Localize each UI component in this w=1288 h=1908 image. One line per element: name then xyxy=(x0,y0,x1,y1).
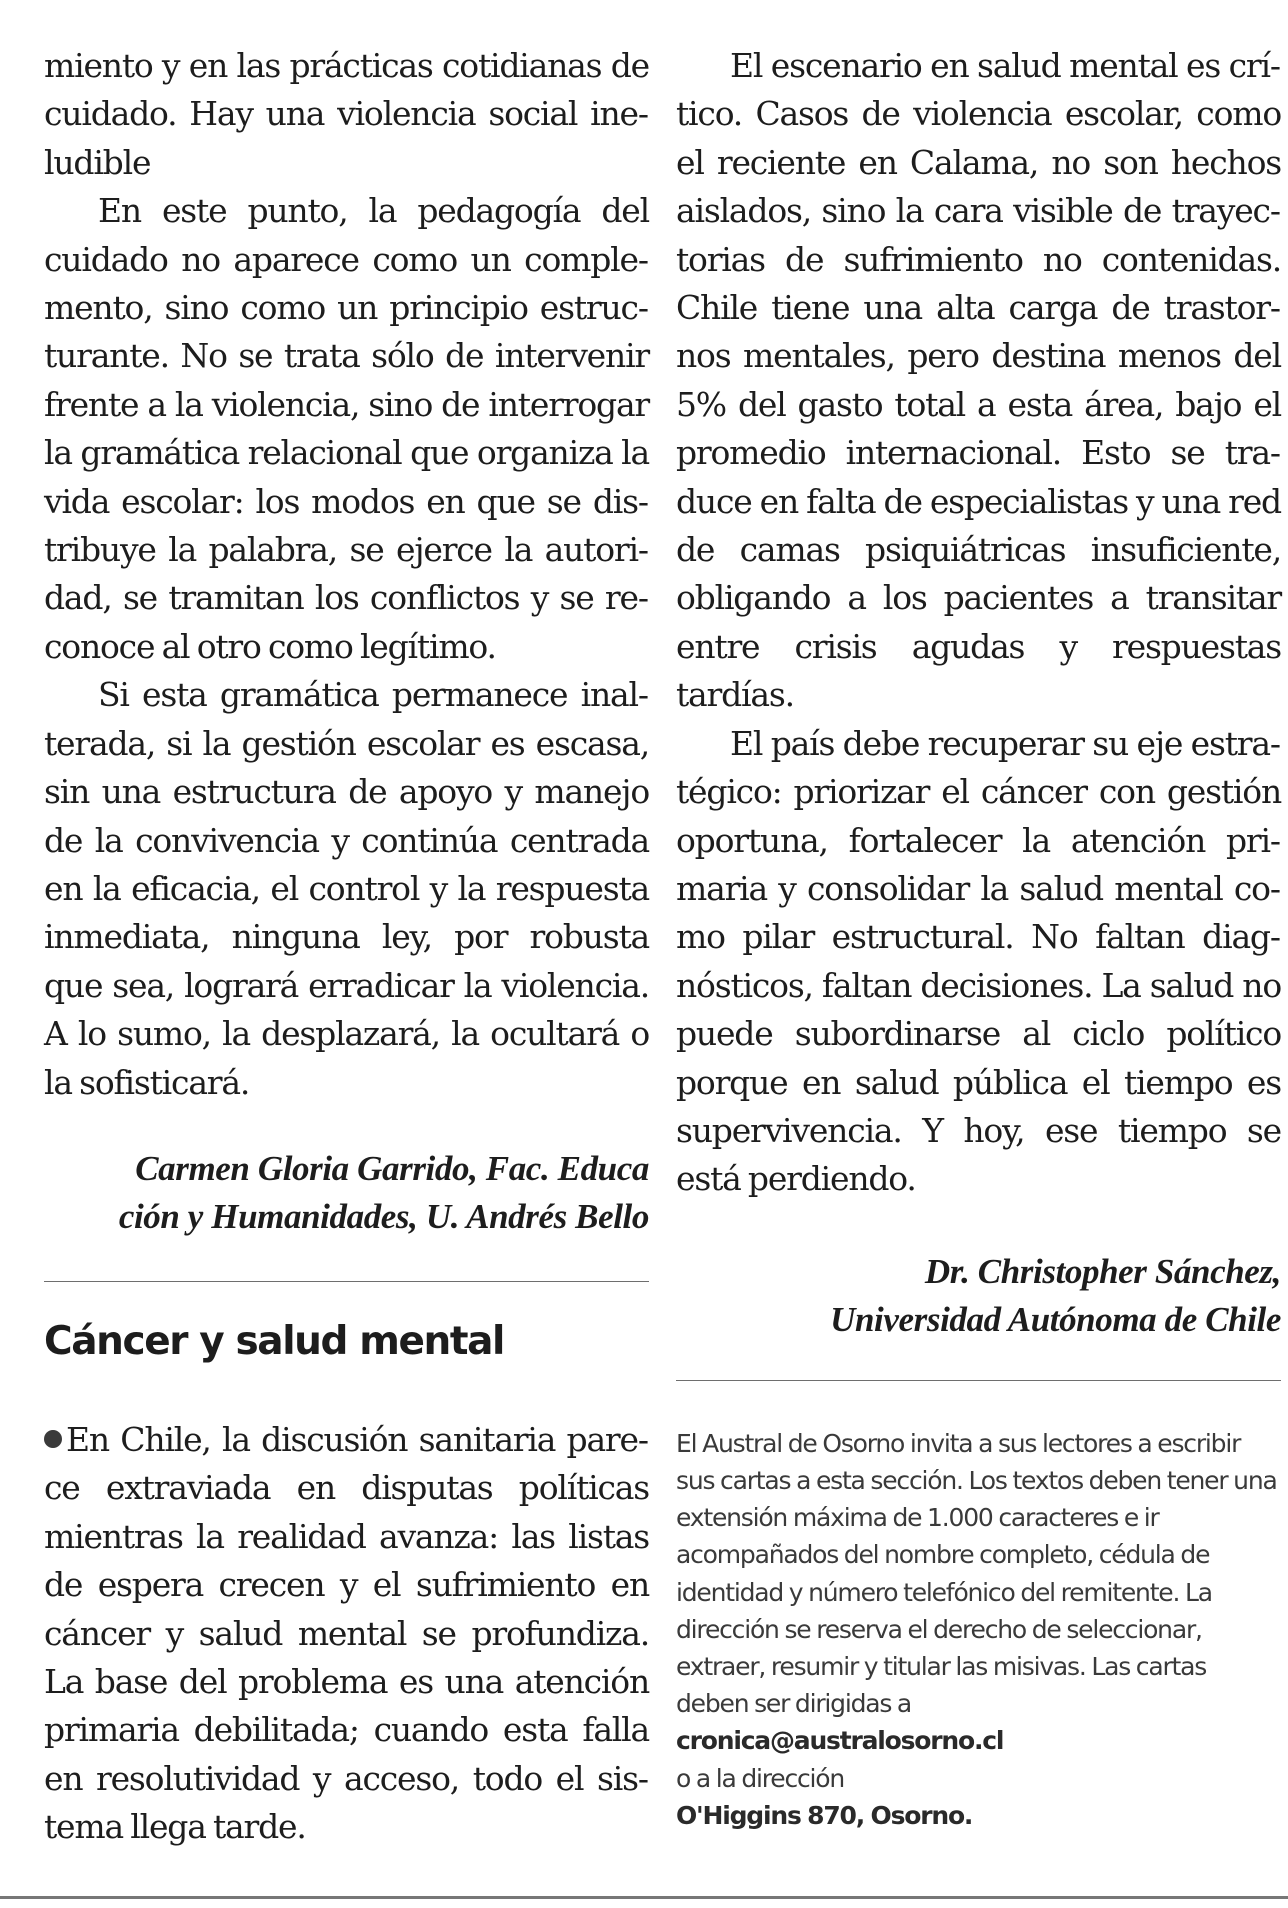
paragraph-grammar: Si esta gramática permanece inalterada, si la gestión escolar es escasa, sin una estructura de apoyo y manejo de la convivencia y continúa centrada en la eficacia, el control y la respuesta inmediata, ninguna ley, por robusta que sea, logrará erradicar la violencia. A lo sumo, la desplazará, la ocultará o la sofisticará. xyxy=(44,675,649,1102)
paragraph-strategy: El país debe recuperar su eje estratégico: priorizar el cáncer con gestión oportuna, fortalecer la atención primaria y consolidar la salud mental como pilar estructural. No faltan diagnósticos, faltan decisiones. La salud no puede subordinarse al ciclo político porque en salud pública el tiempo es supervivencia. Y hoy, ese tiempo se está perdiendo. xyxy=(676,723,1281,1199)
paragraph-pedagogy: En este punto, la pedagogía del cuidado no aparece como un complemento, sino como un principio estructurante. No se trata sólo de intervenir frente a la violencia, sino de interrogar la gramática relacional que organiza la vida escolar: los modos en que se distribuye la palabra, se ejerce la autoridad, se tramitan los conflictos y se reconoce al otro como legítimo. xyxy=(44,191,649,666)
notice-email-link[interactable]: cronica@australosorno.cl xyxy=(676,1726,1004,1756)
signature-sanchez-line1: Dr. Christopher Sánchez, xyxy=(924,1251,1281,1291)
letter-paragraph-text: En Chile, la discusión sanitaria parece extraviada en disputas políticas mientras la realidad avanza: las listas de espera crecen y el sufrimiento en cáncer y salud mental se profundiza. La base del problema es una atención primaria debilitada; cuando esta falla en resolutividad y acceso, todo el sistema llega tarde. xyxy=(44,1419,649,1847)
continued-paragraph: miento y en las prácticas cotidianas de cuidado. Hay una violencia social ineludible xyxy=(44,46,649,182)
right-column xyxy=(676,42,1281,1834)
bullet-icon xyxy=(44,1430,62,1448)
paragraph-mental-health: El escenario en salud mental es crítico. Casos de violencia escolar, como el reciente en Calama, no son hechos aislados, sino la cara visible de trayectorias de sufrimiento no contenidas. Chile tiene una alta carga de trastornos mentales, pero destina menos del 5% del gasto total a esta área, bajo el promedio internacional. Esto se traduce en falta de especialistas y una red de camas psiquiátricas insuficiente, obligando a los pacientes a transitar entre crisis agudas y respuestas tardías. xyxy=(676,46,1281,715)
signature-garrido-line2: ción y Humanidades, U. Andrés Bello xyxy=(118,1196,649,1236)
left-column xyxy=(44,42,649,1852)
signature-garrido-line1: Carmen Gloria Garrido, Fac. Educa xyxy=(135,1148,649,1188)
letter-heading: Cáncer y salud mental xyxy=(44,1318,505,1364)
notice-or-address: o a la dirección xyxy=(676,1763,845,1793)
signature-sanchez-line2: Universidad Autónoma de Chile xyxy=(830,1299,1281,1339)
notice-postal-address: O'Higgins 870, Osorno. xyxy=(676,1800,973,1830)
letter-paragraph-chile xyxy=(44,1416,649,1852)
notice-text: El Austral de Osorno invita a sus lectores a escribir sus cartas a esta sección. Los textos deben tener una extensión máxima de 1.000 caracteres e ir acompañados del nombre completo, cédula de identidad y número telefónico del remitente. La dirección se reserva el derecho de seleccionar, extraer, resumir y titular las misivas. Las cartas deben ser dirigidas a xyxy=(676,1428,1277,1719)
editorial-notice xyxy=(676,1425,1281,1834)
page-bottom-rule xyxy=(0,1896,1288,1899)
